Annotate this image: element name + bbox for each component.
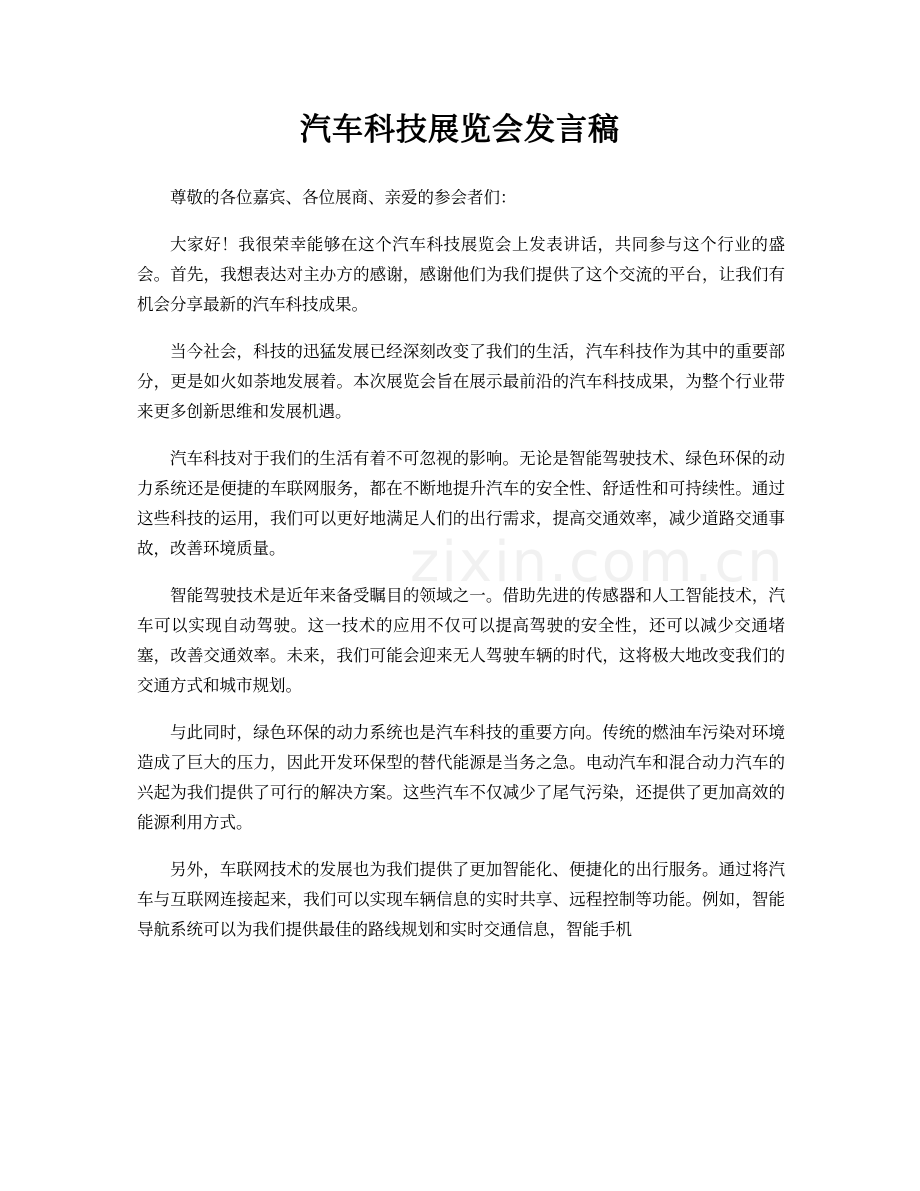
body-paragraph: 大家好！我很荣幸能够在这个汽车科技展览会上发表讲话，共同参与这个行业的盛会。首先，我想表达对主办方的感谢，感谢他们为我们提供了这个交流的平台，让我们有机会分享最新的汽车科技成果。 — [137, 235, 785, 314]
body-paragraph: 智能驾驶技术是近年来备受瞩目的领域之一。借助先进的传感器和人工智能技术，汽车可以实现自动驾驶。这一技术的应用不仅可以提高驾驶的安全性，还可以减少交通堵塞，改善交通效率。未来，我们可能会迎来无人驾驶车辆的时代，这将极大地改变我们的交通方式和城市规划。 — [137, 586, 785, 695]
body-paragraph: 当今社会，科技的迅猛发展已经深刻改变了我们的生活，汽车科技作为其中的重要部分，更是如火如荼地发展着。本次展览会旨在展示最前沿的汽车科技成果，为整个行业带来更多创新思维和发展机遇。 — [137, 342, 785, 421]
watermark: zixin.com.cn — [410, 530, 785, 595]
greeting-paragraph: 尊敬的各位嘉宾、各位展商、亲爱的参会者们： — [170, 188, 517, 207]
document-body — [137, 183, 785, 962]
document-title: 汽车科技展览会发言稿 — [300, 112, 620, 148]
body-paragraph: 汽车科技对于我们的生活有着不可忽视的影响。无论是智能驾驶技术、绿色环保的动力系统还是便捷的车联网服务，都在不断地提升汽车的安全性、舒适性和可持续性。通过这些科技的运用，我们可以更好地满足人们的出行需求，提高交通效率，减少道路交通事故，改善环境质量。 — [137, 449, 785, 558]
body-paragraph: 与此同时，绿色环保的动力系统也是汽车科技的重要方向。传统的燃油车污染对环境造成了巨大的压力，因此开发环保型的替代能源是当务之急。电动汽车和混合动力汽车的兴起为我们提供了可行的解决方案。这些汽车不仅减少了尾气污染，还提供了更加高效的能源利用方式。 — [137, 723, 785, 832]
body-paragraph: 另外，车联网技术的发展也为我们提供了更加智能化、便捷化的出行服务。通过将汽车与互联网连接起来，我们可以实现车辆信息的实时共享、远程控制等功能。例如，智能导航系统可以为我们提供最佳的路线规划和实时交通信息，智能手机 — [137, 860, 785, 939]
